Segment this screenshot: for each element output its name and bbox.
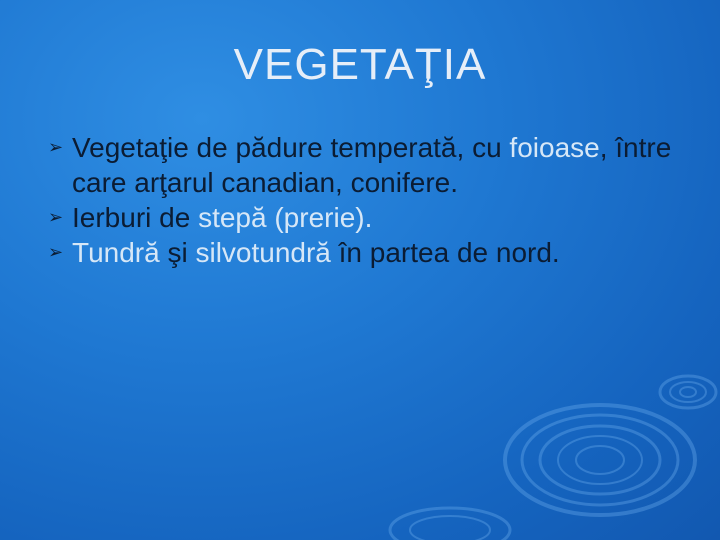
bullet-text: în partea de nord. bbox=[330, 237, 560, 268]
bullet-text-highlight: silvotundră bbox=[195, 237, 331, 268]
ripple-small-right bbox=[660, 376, 716, 408]
bullet-text: Vegetaţie de pădure temperată, cu bbox=[72, 132, 510, 163]
bullet-text-highlight: stepă (prerie). bbox=[198, 202, 373, 233]
bullet-text: Ierburi de bbox=[72, 202, 199, 233]
bullet-text-highlight: Tundră bbox=[72, 237, 160, 268]
bullet-text: , între care arţarul canadian, conifere. bbox=[72, 132, 672, 198]
arrow-bullet-icon: ➢ bbox=[48, 242, 64, 262]
bullet-item bbox=[48, 200, 688, 235]
ripple-large bbox=[505, 405, 695, 515]
arrow-bullet-icon: ➢ bbox=[48, 207, 64, 227]
ripple-bottom bbox=[390, 508, 510, 540]
bullet-item bbox=[48, 130, 688, 200]
bullet-text: şi bbox=[159, 237, 196, 268]
bullet-list bbox=[48, 130, 688, 270]
bullet-item bbox=[48, 235, 688, 270]
slide-title: VEGETAŢIA bbox=[233, 40, 487, 89]
bullet-text-highlight: foioase bbox=[509, 132, 600, 163]
arrow-bullet-icon: ➢ bbox=[48, 137, 64, 157]
